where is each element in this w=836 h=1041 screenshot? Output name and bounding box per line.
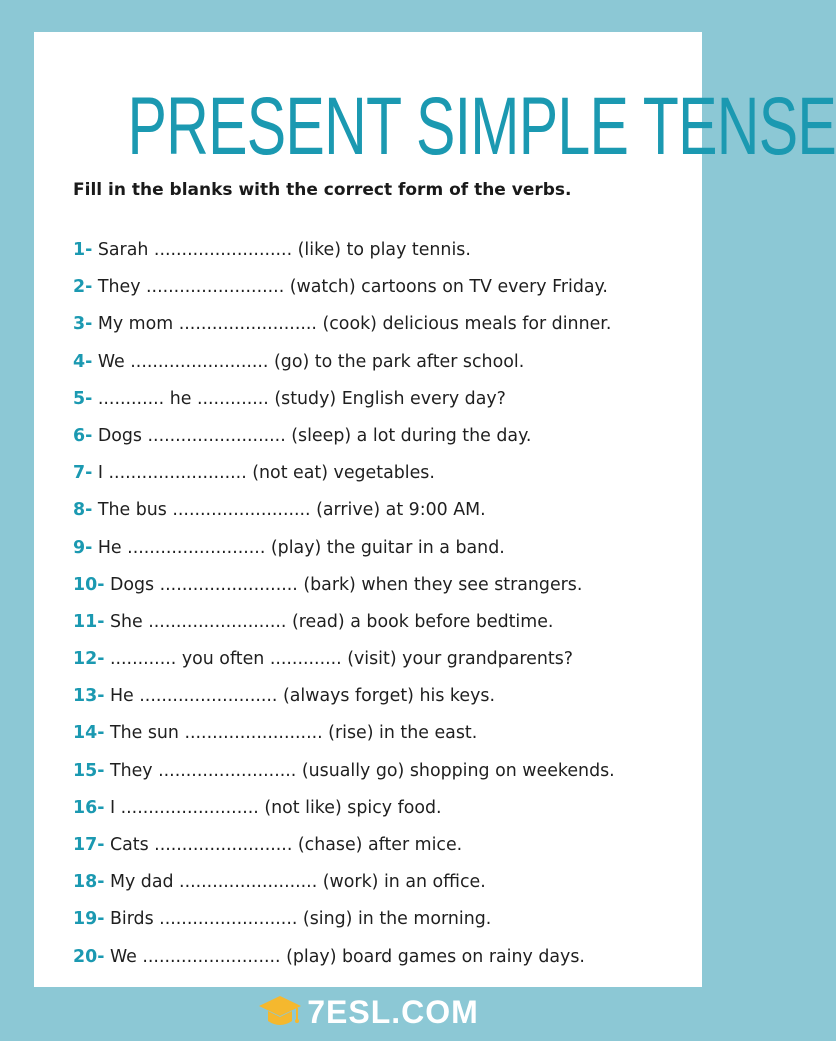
exercise-item [73, 348, 615, 385]
exercise-list [73, 236, 615, 980]
item-number: 17- [73, 835, 105, 855]
item-number: 14- [73, 723, 105, 744]
exercise-item [73, 794, 615, 831]
exercise-item [73, 571, 615, 608]
item-text: The sun ......................... (rise) in the east. [109, 723, 478, 744]
item-number: 9- [73, 537, 93, 558]
item-text: They ......................... (usually go) shopping on weekends. [109, 760, 615, 781]
item-number: 15- [73, 760, 105, 781]
exercise-item [73, 905, 615, 942]
exercise-item [73, 608, 615, 645]
footer-logo [0, 992, 736, 1032]
item-number: 18- [73, 872, 105, 893]
item-text: ............ he ............. (study) English every day? [97, 388, 506, 409]
item-number: 8- [73, 500, 93, 521]
exercise-item [73, 719, 615, 756]
exercise-item [73, 757, 615, 794]
exercise-item [73, 831, 615, 868]
exercise-item [73, 868, 615, 905]
item-text: ............ you often ............. (visit) your grandparents? [109, 649, 573, 670]
item-number: 2- [73, 277, 93, 298]
item-text: Sarah ......................... (like) to play tennis. [97, 240, 471, 260]
item-text: Dogs ......................... (sleep) a lot during the day. [97, 425, 532, 446]
exercise-item [73, 273, 615, 310]
exercise-item [73, 682, 615, 719]
item-text: My mom ......................... (cook) delicious meals for dinner. [97, 314, 612, 335]
item-text: We ......................... (go) to the park after school. [97, 351, 525, 372]
instructions: Fill in the blanks with the correct form of the verbs. [73, 180, 572, 200]
exercise-item [73, 534, 615, 571]
item-text: We ......................... (play) board games on rainy days. [109, 946, 585, 967]
exercise-item [73, 310, 615, 347]
item-text: The bus ......................... (arrive) at 9:00 AM. [97, 500, 486, 521]
item-number: 6- [73, 425, 93, 446]
exercise-item [73, 943, 615, 980]
exercise-item [73, 496, 615, 533]
item-text: He ......................... (always forget) his keys. [109, 686, 495, 707]
item-text: Birds ......................... (sing) in the morning. [109, 909, 492, 930]
item-text: She ......................... (read) a book before bedtime. [109, 611, 554, 632]
item-number: 19- [73, 909, 105, 930]
item-number: 7- [73, 463, 93, 484]
item-number: 5- [73, 388, 93, 409]
item-text: He ......................... (play) the guitar in a band. [97, 537, 505, 558]
item-number: 20- [73, 946, 105, 967]
item-number: 1- [73, 240, 93, 260]
worksheet-card [34, 32, 836, 987]
item-number: 16- [73, 797, 105, 818]
item-text: Dogs ......................... (bark) when they see strangers. [109, 574, 583, 595]
graduation-cap-icon [257, 992, 303, 1032]
item-number: 3- [73, 314, 93, 335]
item-number: 4- [73, 351, 93, 372]
item-number: 12- [73, 649, 105, 670]
page-title: PRESENT SIMPLE TENSE [127, 81, 836, 172]
item-text: I ......................... (not eat) vegetables. [97, 463, 435, 484]
item-number: 11- [73, 611, 105, 632]
logo-text: 7ESL.COM [307, 993, 479, 1030]
exercise-item [73, 645, 615, 682]
item-text: Cats ......................... (chase) after mice. [109, 835, 463, 855]
item-text: They ......................... (watch) cartoons on TV every Friday. [97, 277, 608, 298]
item-text: I ......................... (not like) spicy food. [109, 797, 442, 818]
exercise-item [73, 385, 615, 422]
exercise-item [73, 422, 615, 459]
exercise-item [73, 459, 615, 496]
item-text: My dad ......................... (work) in an office. [109, 872, 486, 893]
item-number: 13- [73, 686, 105, 707]
exercise-item [73, 236, 615, 273]
item-number: 10- [73, 574, 105, 595]
